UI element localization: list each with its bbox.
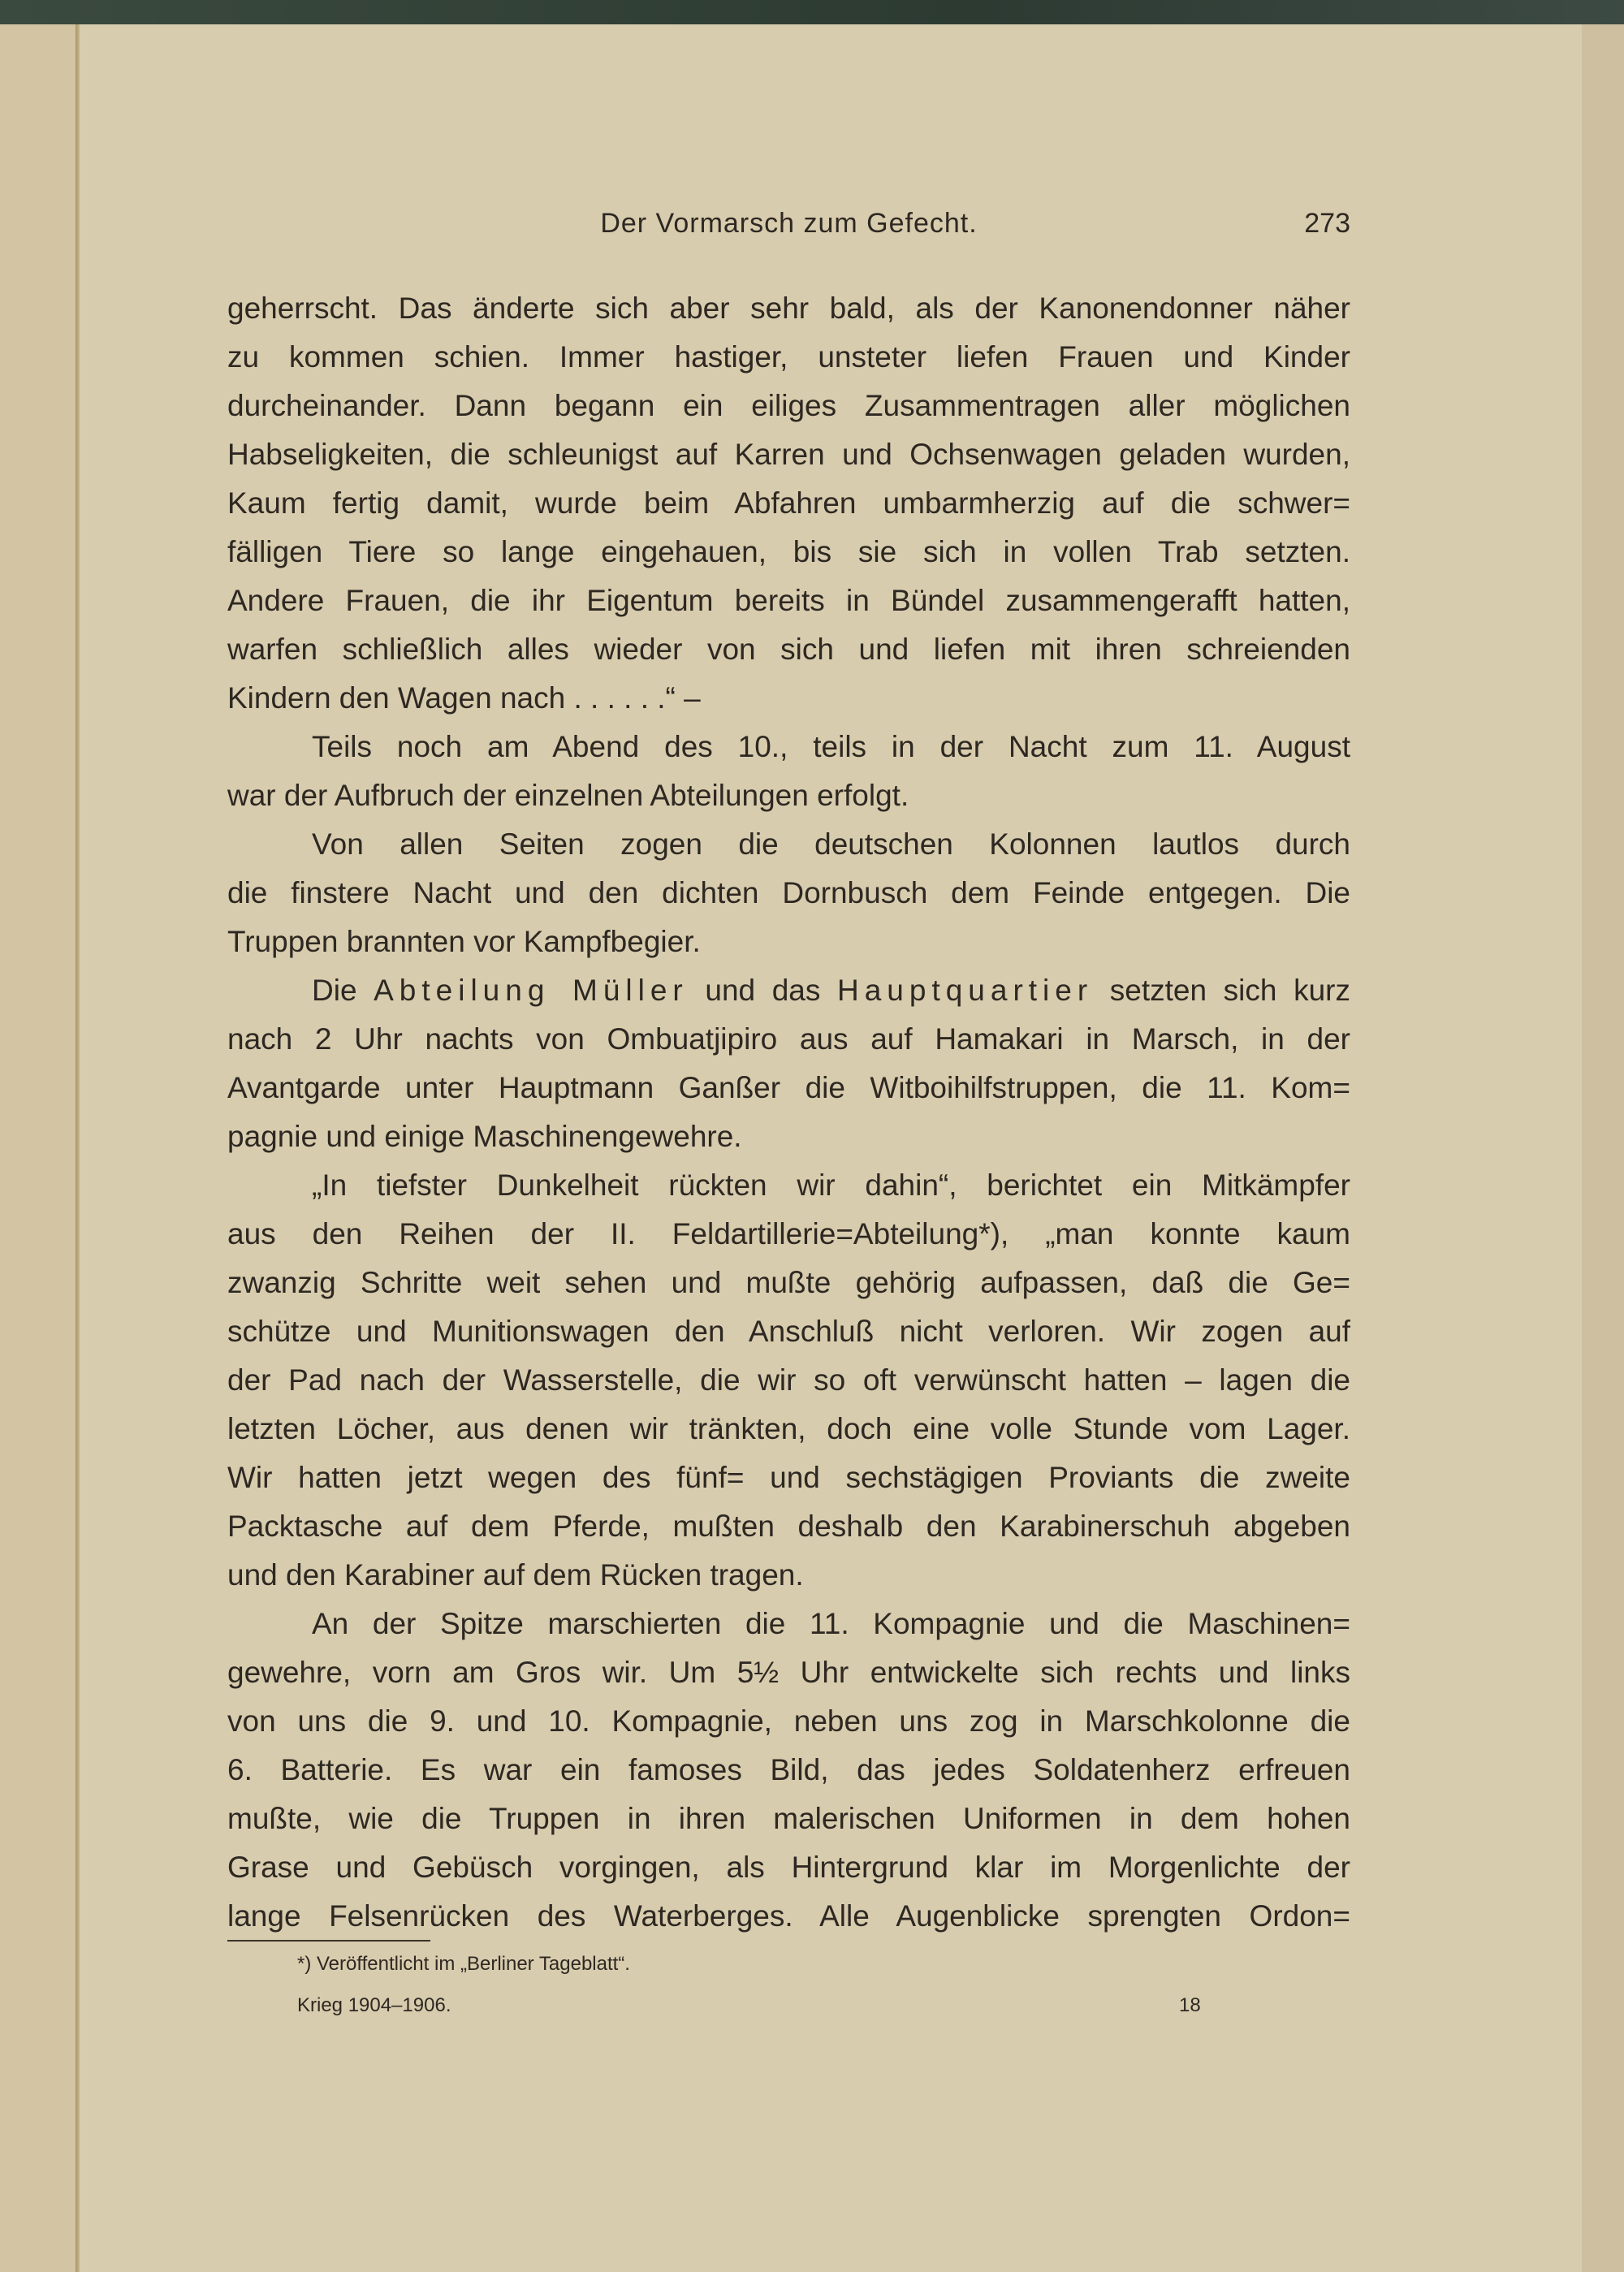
text-line: Packtasche auf dem Pferde, mußten deshalb den Karabinerschuh abgeben	[227, 1510, 1350, 1543]
text-line: mußte, wie die Truppen in ihren malerischen Uniformen in dem hohen	[227, 1802, 1350, 1835]
text-segment: und das	[688, 974, 837, 1007]
text-line: pagnie und einige Maschinengewehre.	[227, 1120, 742, 1153]
signature-label: Krieg 1904–1906.	[297, 1994, 451, 2016]
text-line: aus den Reihen der II. Feldartillerie=Abteilung*), „man konnte kaum	[227, 1217, 1350, 1250]
signature-number: 18	[1179, 1994, 1201, 2016]
text-segment: Die	[312, 974, 374, 1007]
text-line: durcheinander. Dann begann ein eiliges Zusammentragen aller möglichen	[227, 389, 1350, 422]
footnote-rule	[227, 1940, 430, 1942]
text-line	[227, 966, 1350, 1015]
text-line: die finstere Nacht und den dichten Dornbusch dem Feinde entgegen. Die	[227, 876, 1350, 909]
text-line: Habseligkeiten, die schleunigst auf Karren und Ochsenwagen geladen wurden,	[227, 438, 1350, 471]
text-line: Teils noch am Abend des 10., teils in der Nacht zum 11. August	[312, 730, 1350, 763]
text-line: 6. Batterie. Es war ein famoses Bild, das jedes Soldatenherz erfreuen	[227, 1753, 1350, 1786]
text-line: fälligen Tiere so lange eingehauen, bis sie sich in vollen Trab setzten.	[227, 535, 1350, 568]
text-line: Kindern den Wagen nach . . . . . .“ –	[227, 681, 701, 715]
book-cover-edge	[0, 0, 1624, 24]
text-line: und den Karabiner auf dem Rücken tragen.	[227, 1558, 804, 1592]
text-line: letzten Löcher, aus denen wir tränkten, doch eine volle Stunde vom Lager.	[227, 1412, 1350, 1445]
text-line: zwanzig Schritte weit sehen und mußte gehörig aufpassen, daß die Ge=	[227, 1266, 1350, 1299]
text-line: schütze und Munitionswagen den Anschluß nicht verloren. Wir zogen auf	[227, 1315, 1350, 1348]
body-text	[227, 284, 1350, 1941]
text-line: „In tiefster Dunkelheit rückten wir dahin“, berichtet ein Mitkämpfer	[312, 1168, 1350, 1202]
page-number: 273	[1304, 208, 1350, 239]
text-line: Wir hatten jetzt wegen des fünf= und sechstägigen Proviants die zweite	[227, 1461, 1350, 1494]
left-page-edge	[0, 24, 77, 2272]
text-segment: setzten sich kurz	[1093, 974, 1350, 1007]
spaced-emphasis: Hauptquartier	[836, 974, 1094, 1007]
running-title: Der Vormarsch zum Gefecht.	[600, 208, 978, 239]
text-line: An der Spitze marschierten die 11. Kompagnie und die Maschinen=	[312, 1607, 1350, 1640]
running-header	[227, 208, 1350, 248]
text-line: gewehre, vorn am Gros wir. Um 5½ Uhr entwickelte sich rechts und links	[227, 1656, 1350, 1689]
text-line: lange Felsenrücken des Waterberges. Alle Augenblicke sprengten Ordon=	[227, 1899, 1350, 1933]
text-line: war der Aufbruch der einzelnen Abteilungen erfolgt.	[227, 779, 909, 812]
text-line: Truppen brannten vor Kampfbegier.	[227, 925, 701, 958]
text-line: warfen schließlich alles wieder von sich und liefen mit ihren schreienden	[227, 633, 1350, 666]
spaced-emphasis: Abteilung Müller	[374, 974, 689, 1007]
text-line: nach 2 Uhr nachts von Ombuatjipiro aus auf Hamakari in Marsch, in der	[227, 1022, 1350, 1056]
text-line: der Pad nach der Wasserstelle, die wir so oft verwünscht hatten – lagen die	[227, 1363, 1350, 1397]
text-line: zu kommen schien. Immer hastiger, unsteter liefen Frauen und Kinder	[227, 340, 1350, 374]
text-line: Avantgarde unter Hauptmann Ganßer die Witboihilfstruppen, die 11. Kom=	[227, 1071, 1350, 1104]
footnote: *) Veröffentlicht im „Berliner Tageblatt“.	[297, 1953, 630, 1975]
text-line: Andere Frauen, die ihr Eigentum bereits in Bündel zusammengerafft hatten,	[227, 584, 1350, 617]
text-line: geherrscht. Das änderte sich aber sehr bald, als der Kanonendonner näher	[227, 292, 1350, 325]
page-right-edge	[1582, 24, 1624, 2272]
text-line: Kaum fertig damit, wurde beim Abfahren umbarmherzig auf die schwer=	[227, 486, 1350, 520]
text-line: Grase und Gebüsch vorgingen, als Hintergrund klar im Morgenlichte der	[227, 1851, 1350, 1884]
text-line: von uns die 9. und 10. Kompagnie, neben uns zog in Marschkolonne die	[227, 1704, 1350, 1738]
text-line: Von allen Seiten zogen die deutschen Kolonnen lautlos durch	[312, 827, 1350, 861]
